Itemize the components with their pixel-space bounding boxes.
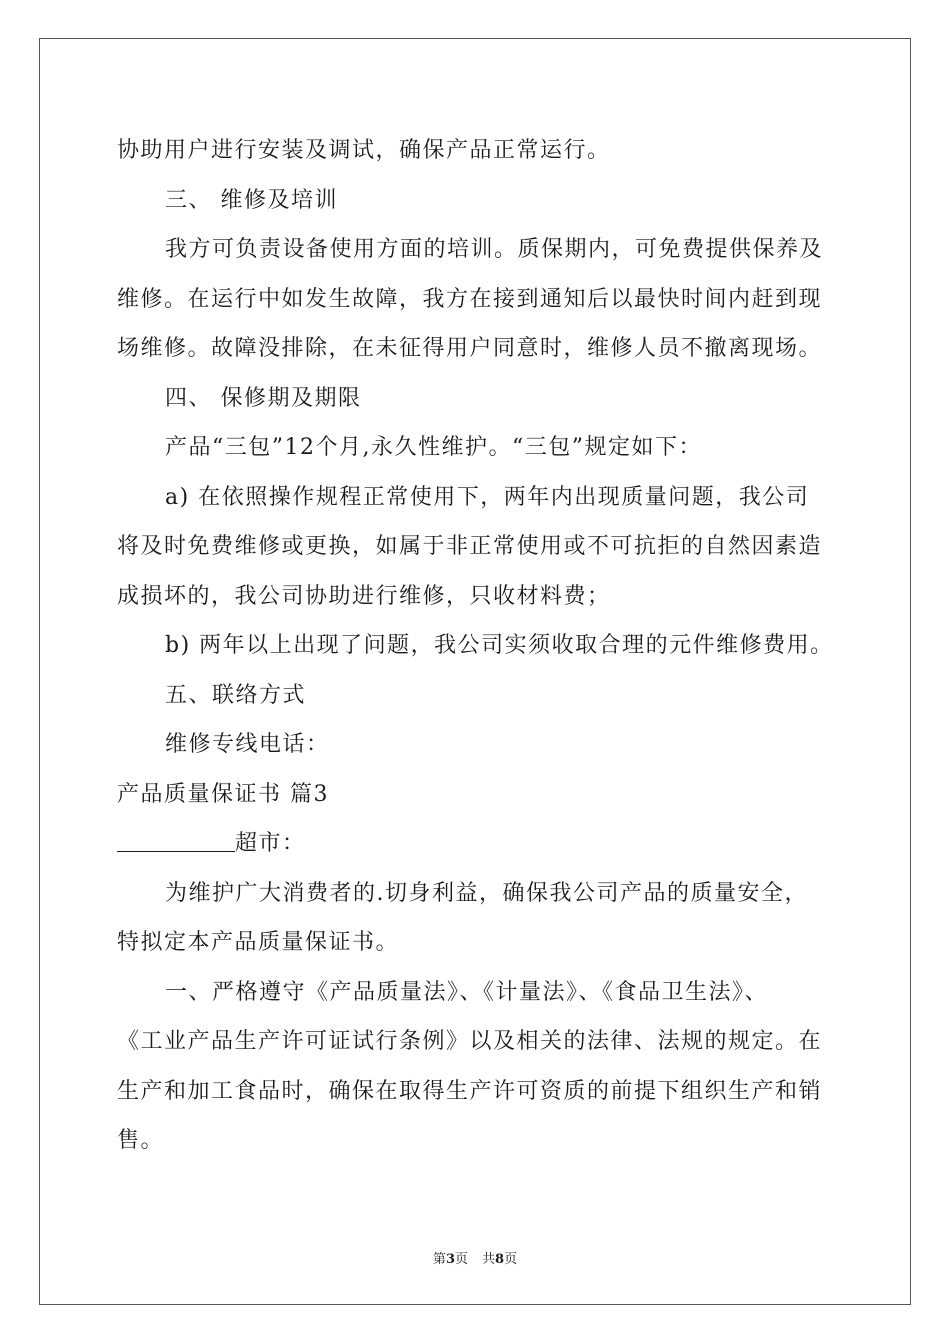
document-body bbox=[117, 126, 837, 1166]
paragraph-line: 我方可负责设备使用方面的培训。质保期内，可免费提供保养及 bbox=[165, 237, 824, 262]
page-number: 3 bbox=[445, 1252, 455, 1267]
page-suffix: 页 bbox=[454, 1252, 468, 1267]
total-suffix: 页 bbox=[504, 1252, 518, 1267]
document-title: 产品质量保证书 篇3 bbox=[117, 781, 329, 807]
paragraph-line: 场维修。故障没排除，在未征得用户同意时，维修人员不撤离现场。 bbox=[117, 336, 823, 361]
paragraph-line: 产品“三包”12个月,永久性维护。“三包”规定如下： bbox=[165, 435, 702, 460]
paragraph-line: 售。 bbox=[117, 1128, 165, 1153]
paragraph-line: 将及时免费维修或更换，如属于非正常使用或不可抗拒的自然因素造 bbox=[117, 534, 823, 559]
list-item-b: b) 两年以上出现了问题，我公司实须收取合理的元件维修费用。 bbox=[165, 633, 834, 658]
paragraph-line: 成损坏的，我公司协助进行维修，只收材料费； bbox=[117, 583, 611, 609]
section-heading: 四、 保修期及期限 bbox=[165, 385, 362, 411]
fill-in-blank bbox=[117, 827, 235, 852]
contact-line: 维修专线电话： bbox=[165, 732, 330, 757]
section-heading: 五、联络方式 bbox=[165, 682, 307, 708]
total-pages: 8 bbox=[495, 1252, 505, 1267]
addressee-line bbox=[117, 819, 837, 869]
page-footer bbox=[0, 1248, 950, 1267]
paragraph-line: 一、严格遵守《产品质量法》、《计量法》、《食品卫生法》、 bbox=[165, 979, 769, 1005]
paragraph-line: 为维护广大消费者的.切身利益，确保我公司产品的质量安全， bbox=[165, 880, 808, 906]
paragraph-line: 维修。在运行中如发生故障，我方在接到通知后以最快时间内赶到现 bbox=[117, 286, 823, 312]
paragraph-line: 生产和加工食品时，确保在取得生产许可资质的前提下组织生产和销 bbox=[117, 1078, 823, 1104]
paragraph-line: 特拟定本产品质量保证书。 bbox=[117, 930, 400, 955]
total-prefix: 共 bbox=[482, 1252, 496, 1267]
paragraph-line: 《工业产品生产许可证试行条例》以及相关的法律、法规的规定。在 bbox=[117, 1029, 823, 1054]
page-prefix: 第 bbox=[432, 1252, 446, 1267]
section-heading: 三、 维修及培训 bbox=[165, 187, 338, 213]
list-item-a: a) 在依照操作规程正常使用下，两年内出现质量问题，我公司 bbox=[165, 484, 810, 510]
addressee-text: 超市： bbox=[235, 831, 306, 856]
paragraph-line: 协助用户进行安装及调试，确保产品正常运行。 bbox=[117, 138, 611, 163]
